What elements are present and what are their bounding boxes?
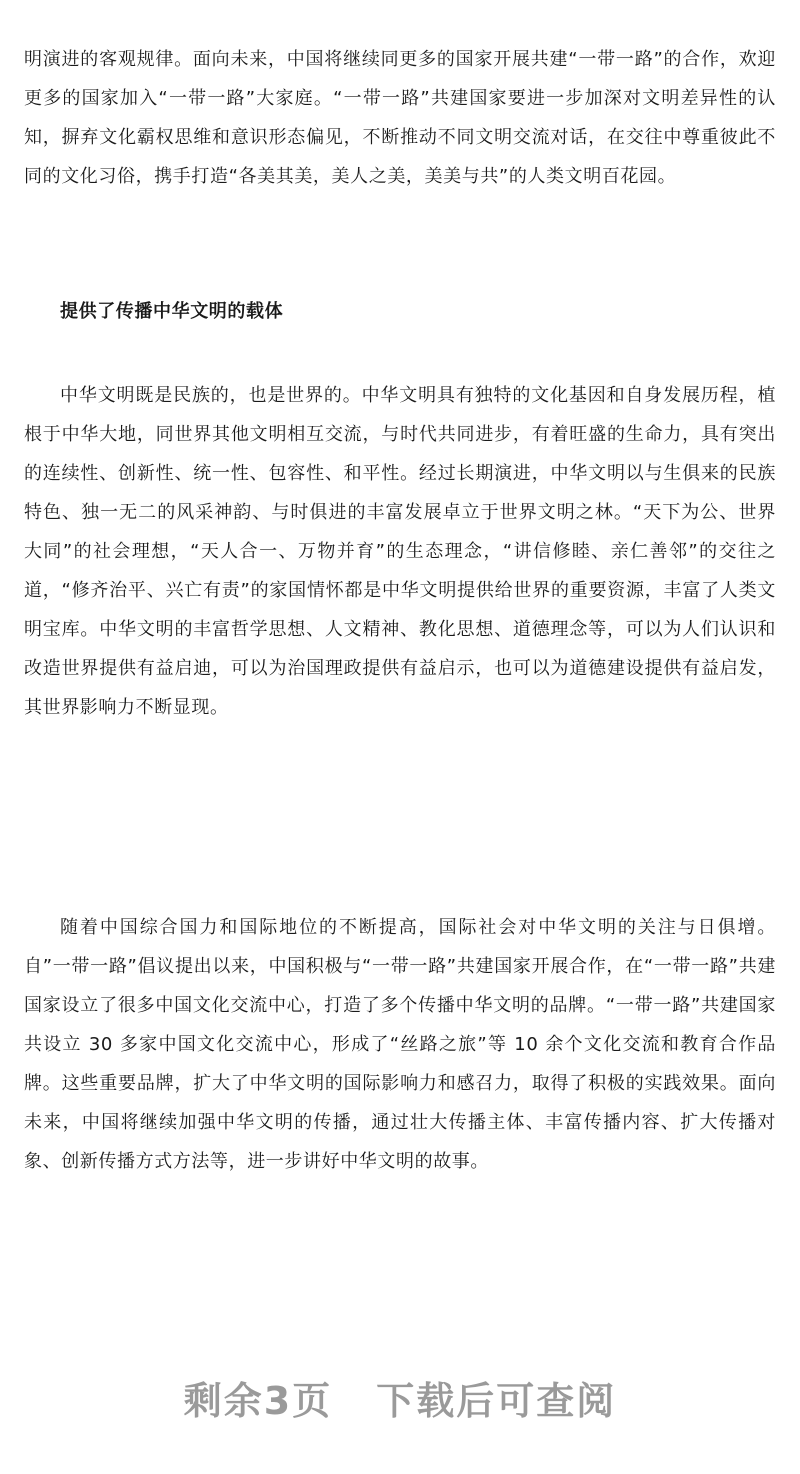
paragraph-1: 明演进的客观规律。面向未来，中国将继续同更多的国家开展共建“一带一路”的合作，欢迎更多的国家加入“一带一路”大家庭。“一带一路”共建国家要进一步加深对文明差异性的认知，摒弃文化霸权思维和意识形态偏见，不断推动不同文明交流对话，在交往中尊重彼此不同的文化习俗，携手打造“各美其美，美人之美，美美与共”的人类文明百花园。 bbox=[24, 49, 776, 187]
paragraph-2: 中华文明既是民族的，也是世界的。中华文明具有独特的文化基因和自身发展历程，植根于中华大地，同世界其他文明相互交流，与时代共同进步，有着旺盛的生命力，具有突出的连续性、创新性、统一性、包容性、和平性。经过长期演进，中华文明以与生俱来的民族特色、独一无二的风采神韵、与时俱进的丰富发展卓立于世界文明之林。“天下为公、世界大同”的社会理想，“天人合一、万物并育”的生态理念，“讲信修睦、亲仁善邻”的交往之道，“修齐治平、兴亡有责”的家国情怀都是中华文明提供给世界的重要资源，丰富了人类文明宝库。中华文明的丰富哲学思想、人文精神、教化思想、道德理念等，可以为人们认识和改造世界提供有益启迪，可以为治国理政提供有益启示，也可以为道德建设提供有益启发，其世界影响力不断显现。 bbox=[24, 385, 776, 718]
download-hint-label: 下载后可查阅 bbox=[376, 1379, 617, 1423]
paragraph-3: 随着中国综合国力和国际地位的不断提高，国际社会对中华文明的关注与日俱增。自”一带一路”倡议提出以来，中国积极与“一带一路”共建国家开展合作，在“一带一路”共建国家设立了很多中国文化交流中心，打造了多个传播中华文明的品牌。“一带一路”共建国家共设立 30 多家中国文化交流中心，形成了“丝路之旅”等 10 余个文化交流和教育合作品牌。这些重要品牌，扩大了中华文明的国际影响力和感召力，取得了积极的实践效果。面向未来，中国将继续加强中华文明的传播，通过壮大传播主体、丰富传播内容、扩大传播对象、创新传播方式方法等，进一步讲好中华文明的故事。 bbox=[24, 917, 776, 1172]
download-notice[interactable] bbox=[0, 1370, 800, 1425]
section-heading: 提供了传播中华文明的载体 bbox=[60, 301, 284, 322]
remaining-pages-label: 剩余3页 bbox=[183, 1379, 333, 1423]
